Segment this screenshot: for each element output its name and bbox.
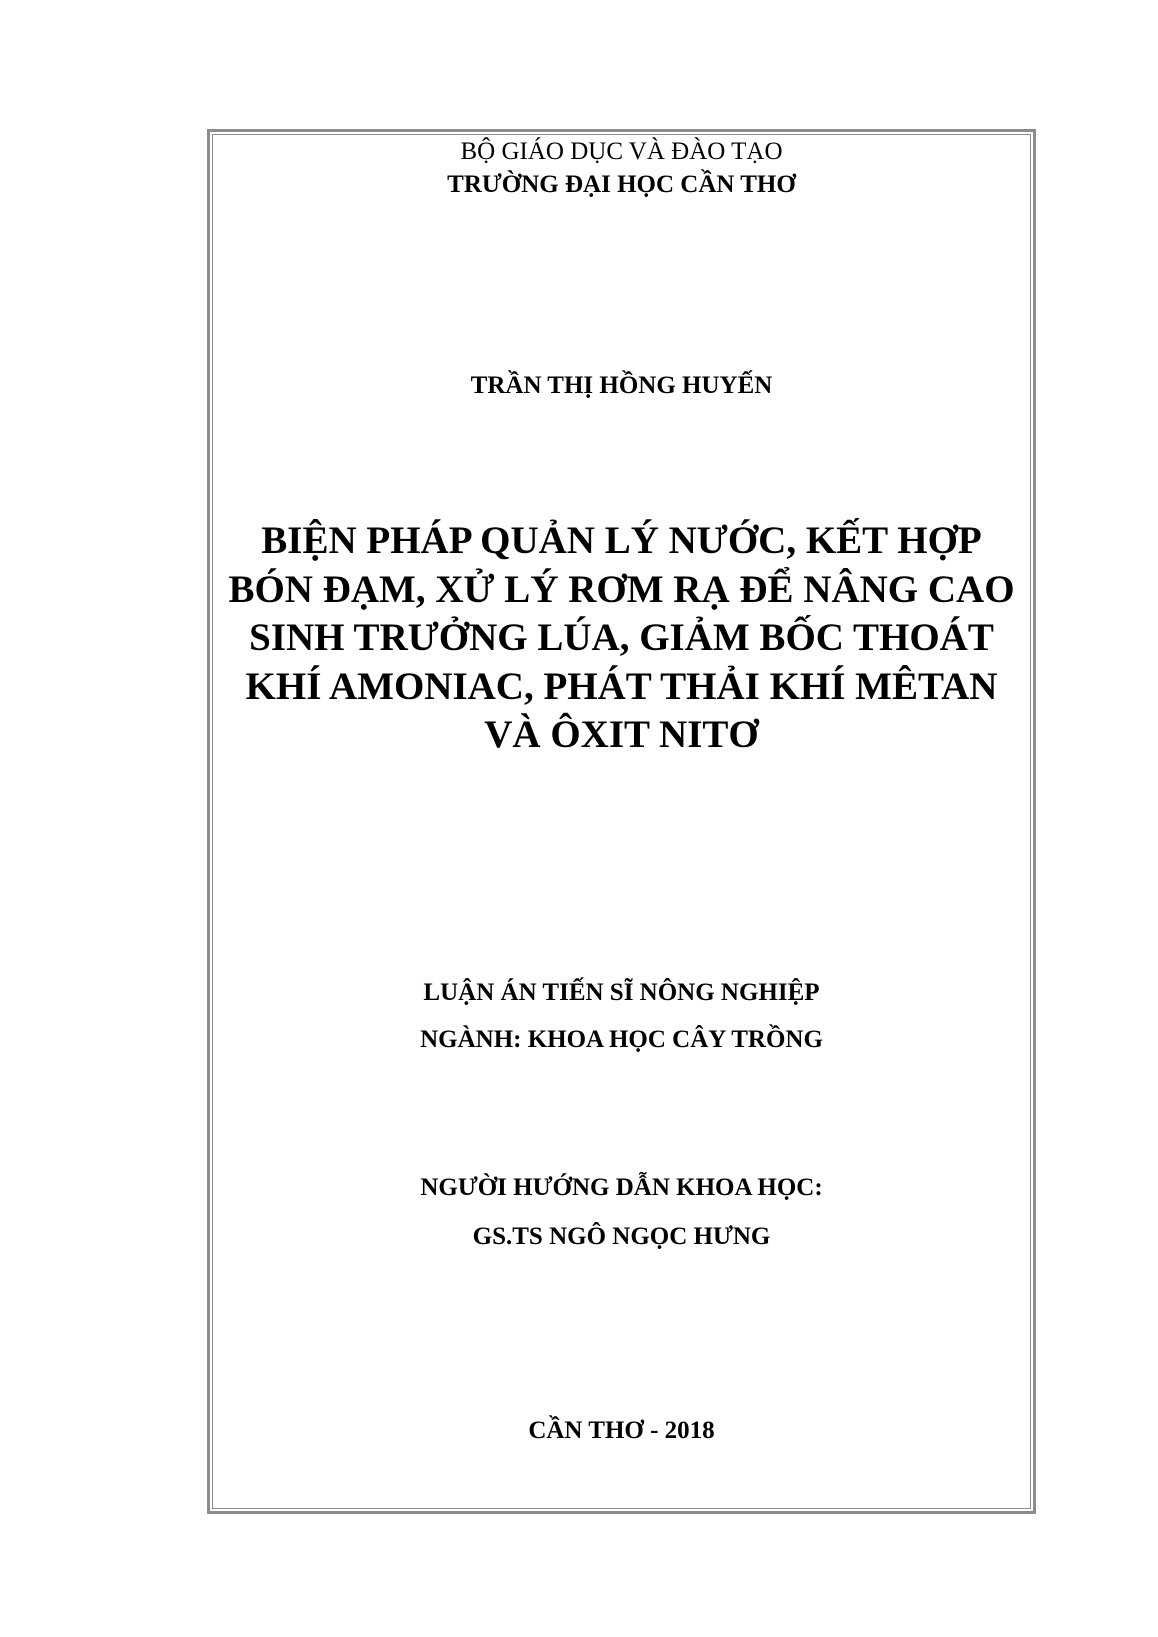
thesis-title-line: KHÍ AMONIAC, PHÁT THẢI KHÍ MÊTAN [245, 664, 998, 708]
advisor-name: GS.TS NGÔ NGỌC HƯNG [472, 1223, 771, 1250]
thesis-title [212, 517, 1031, 760]
thesis-title-line: VÀ ÔXIT NITƠ [484, 713, 759, 756]
thesis-title-line: BÓN ĐẠM, XỬ LÝ RƠM RẠ ĐỂ NÂNG CAO [228, 567, 1015, 611]
advisor-label: NGƯỜI HƯỚNG DẪN KHOA HỌC: [420, 1174, 823, 1201]
degree-type: LUẬN ÁN TIẾN SĨ NÔNG NGHIỆP [423, 979, 820, 1006]
place-and-year: CẦN THƠ - 2018 [528, 1417, 715, 1444]
author-name: TRẦN THỊ HỒNG HUYẾN [470, 372, 773, 399]
university-name: TRƯỜNG ĐẠI HỌC CẦN THƠ [447, 171, 796, 198]
major-field: NGÀNH: KHOA HỌC CÂY TRỒNG [420, 1026, 823, 1053]
thesis-title-line: BIỆN PHÁP QUẢN LÝ NƯỚC, KẾT HỢP [261, 519, 982, 562]
thesis-title-line: SINH TRƯỞNG LÚA, GIẢM BỐC THOÁT [249, 616, 994, 659]
ministry-name: BỘ GIÁO DỤC VÀ ĐÀO TẠO [460, 138, 783, 165]
page-border-inner [212, 134, 1031, 1509]
